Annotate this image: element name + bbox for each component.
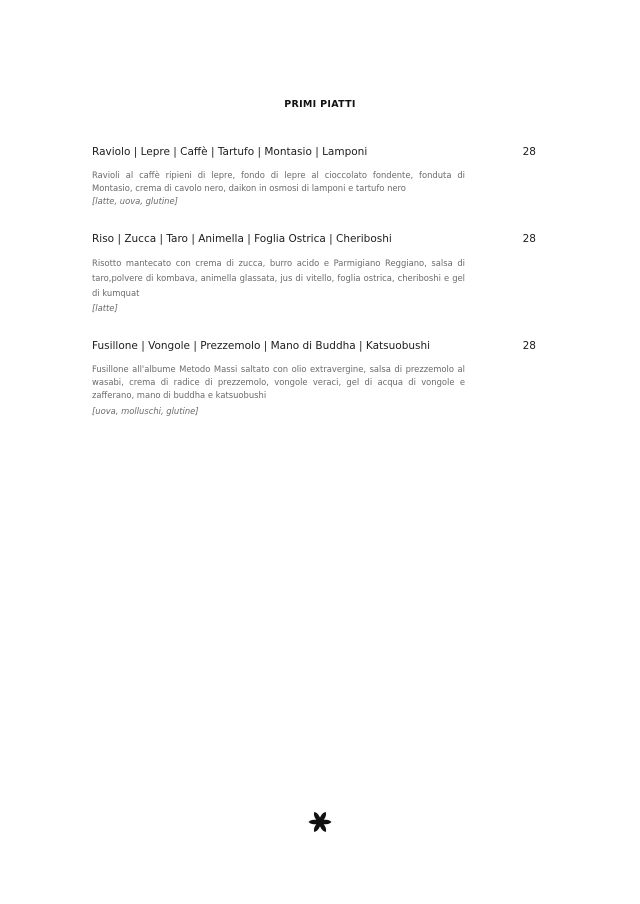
- dish-allergens: [latte, uova, glutine]: [92, 196, 178, 206]
- menu-item: [92, 233, 536, 315]
- menu-item-header: [92, 233, 536, 249]
- logo-center: [318, 820, 323, 825]
- dish-price: 28: [522, 146, 536, 158]
- menu-item: [92, 146, 536, 208]
- section-title: PRIMI PIATTI: [284, 99, 356, 110]
- menu-item: [92, 340, 536, 418]
- menu-item-header: [92, 340, 536, 356]
- menu-item-header: [92, 146, 536, 162]
- dish-allergens: [latte]: [92, 303, 118, 313]
- dish-description: Risotto mantecato con crema di zucca, burro acido e Parmigiano Reggiano, salsa di taro,polvere di kombava, animella glassata, jus di vitello, foglia ostrica, cheriboshi e gel di kumquat: [92, 258, 465, 298]
- dish-description: Ravioli al caffè ripieni di lepre, fondo di lepre al cioccolato fondente, fonduta di Montasio, crema di cavolo nero, daikon in osmosi di lamponi e tartufo nero: [92, 170, 465, 193]
- dish-name: Riso | Zucca | Taro | Animella | Foglia Ostrica | Cheriboshi: [92, 233, 392, 245]
- dish-name: Raviolo | Lepre | Caffè | Tartufo | Montasio | Lamponi: [92, 146, 368, 158]
- dish-allergens: [uova, molluschi, glutine]: [92, 406, 199, 416]
- dish-description: Fusillone all'albume Metodo Massi saltato con olio extravergine, salsa di prezzemolo al wasabi, crema di radice di prezzemolo, vongole veraci, gel di acqua di vongole e zafferano, mano di buddha e katsuobushi: [92, 364, 465, 400]
- dish-price: 28: [522, 340, 536, 352]
- dish-price: 28: [522, 233, 536, 245]
- dish-name: Fusillone | Vongole | Prezzemolo | Mano di Buddha | Katsuobushi: [92, 340, 431, 352]
- asterisk-logo-icon: [306, 808, 334, 836]
